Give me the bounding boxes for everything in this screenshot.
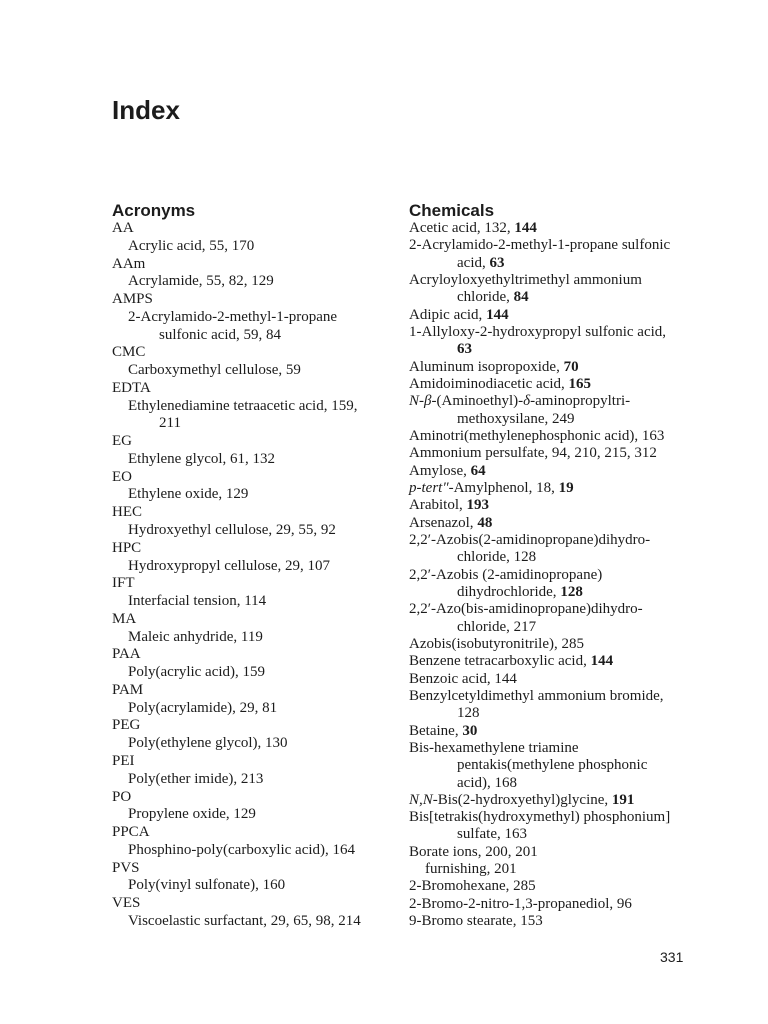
index-entry: 2-Bromo-2-nitro-1,3-propanediol, 96 xyxy=(409,895,632,912)
index-term: PAM xyxy=(112,681,144,698)
entry-text: Adipic acid, xyxy=(409,306,487,323)
entry-text: chloride, xyxy=(457,289,514,306)
entry-text: -Amylphenol, 18, xyxy=(448,479,559,496)
index-entry: 2,2′-Azobis(2-amidinopropane)dihydro- xyxy=(409,531,651,548)
index-entry xyxy=(409,515,709,532)
index-entry xyxy=(409,307,709,324)
entry-text: Benzene tetracarboxylic acid, xyxy=(409,653,591,670)
index-continuation: chloride, 128 xyxy=(457,549,537,566)
index-entry: Aminotri(methylenephosphonic acid), 163 xyxy=(409,427,665,444)
index-term: EO xyxy=(112,468,132,485)
index-subentry: Poly(ethylene glycol), 130 xyxy=(128,735,288,752)
index-term: AAm xyxy=(112,255,146,272)
index-entry xyxy=(409,792,709,809)
index-term: HPC xyxy=(112,539,142,556)
index-entry: 2,2′-Azo(bis-amidinopropane)dihydro- xyxy=(409,601,643,618)
index-entry xyxy=(409,480,709,497)
index-subentry: Phosphino-poly(carboxylic acid), 164 xyxy=(128,841,356,858)
index-term: PVS xyxy=(112,859,140,876)
chemicals-column xyxy=(409,201,709,930)
index-subentry: 2-Acrylamido-2-methyl-1-propane xyxy=(128,308,338,325)
index-entry: Azobis(isobutyronitrile), 285 xyxy=(409,635,584,652)
index-entry: Borate ions, 200, 201 xyxy=(409,843,538,860)
entry-text: Arabitol, xyxy=(409,497,467,514)
index-continuation xyxy=(409,255,709,272)
entry-text: -(Aminoethyl)- xyxy=(431,393,524,410)
index-term: EG xyxy=(112,433,132,450)
entry-text: Betaine, xyxy=(409,722,463,739)
index-subentry: Maleic anhydride, 119 xyxy=(128,628,263,645)
bold-page-reference: 84 xyxy=(513,289,529,306)
index-entry: Acryloyloxyethyltrimethyl ammonium xyxy=(409,271,642,288)
entry-text: -Bis(2-hydroxyethyl)glycine, xyxy=(432,791,612,808)
acronyms-list xyxy=(112,220,382,931)
index-subentry: Poly(acrylic acid), 159 xyxy=(128,664,266,681)
index-entry: 2-Bromohexane, 285 xyxy=(409,878,536,895)
entry-text: - xyxy=(419,393,425,410)
index-term: PO xyxy=(112,788,132,805)
bold-page-reference: 63 xyxy=(457,341,472,358)
index-entry xyxy=(409,653,709,670)
bold-page-reference: 191 xyxy=(611,791,635,808)
index-term: CMC xyxy=(112,344,146,361)
index-continuation: pentakis(methylene phosphonic xyxy=(457,757,648,774)
index-continuation: 211 xyxy=(159,415,181,432)
index-term: AMPS xyxy=(112,291,153,308)
index-entry: Bis-hexamethylene triamine xyxy=(409,739,579,756)
index-subentry: Ethylene glycol, 61, 132 xyxy=(128,450,276,467)
index-subentry: Acrylamide, 55, 82, 129 xyxy=(128,273,274,290)
index-continuation: acid), 168 xyxy=(457,774,517,791)
index-entry xyxy=(409,393,709,410)
index-subentry: furnishing, 201 xyxy=(425,861,517,878)
index-continuation xyxy=(409,341,709,358)
entry-text: acid, xyxy=(457,254,490,271)
bold-page-reference: 144 xyxy=(514,220,537,236)
bold-page-reference: 64 xyxy=(470,462,486,479)
index-term: EDTA xyxy=(112,379,151,396)
index-subentry: Interfacial tension, 114 xyxy=(128,593,267,610)
bold-page-reference: 30 xyxy=(462,722,478,739)
bold-page-reference: 193 xyxy=(466,497,489,514)
index-entry: Ammonium persulfate, 94, 210, 215, 312 xyxy=(409,445,657,462)
entry-text: dihydrochloride, xyxy=(457,583,561,600)
index-subentry: Ethylenediamine tetraacetic acid, 159, xyxy=(128,397,358,414)
index-term: MA xyxy=(112,610,137,627)
index-term: PEI xyxy=(112,752,135,769)
index-subentry: Propylene oxide, 129 xyxy=(128,806,256,823)
index-subentry: Poly(ether imide), 213 xyxy=(128,770,264,787)
entry-text: Amidoiminodiacetic acid, xyxy=(409,375,569,392)
index-subentry: Poly(vinyl sulfonate), 160 xyxy=(128,877,286,894)
entry-text: Arsenazol, xyxy=(409,514,478,531)
italic-text: δ xyxy=(523,393,531,410)
index-continuation: methoxysilane, 249 xyxy=(457,410,575,427)
index-entry xyxy=(409,497,709,514)
acronyms-column xyxy=(112,201,382,931)
index-term: AA xyxy=(112,220,134,236)
index-continuation xyxy=(409,584,709,601)
bold-page-reference: 48 xyxy=(477,514,493,531)
index-term: PPCA xyxy=(112,824,150,841)
index-term: VES xyxy=(112,895,141,912)
index-entry: 2,2′-Azobis (2-amidinopropane) xyxy=(409,566,603,583)
italic-text: p-tert″ xyxy=(409,479,449,496)
index-subentry: Viscoelastic surfactant, 29, 65, 98, 214 xyxy=(128,912,361,929)
index-entry: 9-Bromo stearate, 153 xyxy=(409,913,543,930)
entry-text: Acetic acid, 132, xyxy=(409,220,515,236)
index-subentry: Hydroxypropyl cellulose, 29, 107 xyxy=(128,557,331,574)
index-continuation: sulfate, 163 xyxy=(457,826,527,843)
italic-text: N xyxy=(409,393,420,410)
index-continuation: 128 xyxy=(457,705,480,722)
bold-page-reference: 165 xyxy=(568,375,592,392)
bold-page-reference: 144 xyxy=(590,653,614,670)
index-entry xyxy=(409,220,709,237)
index-term: PEG xyxy=(112,717,141,734)
index-continuation: sulfonic acid, 59, 84 xyxy=(159,326,282,343)
bold-page-reference: 128 xyxy=(560,583,583,600)
index-entry: Benzylcetyldimethyl ammonium bromide, xyxy=(409,687,664,704)
index-continuation xyxy=(409,289,709,306)
index-subentry: Acrylic acid, 55, 170 xyxy=(128,237,255,254)
index-subentry: Poly(acrylamide), 29, 81 xyxy=(128,699,278,716)
bold-page-reference: 144 xyxy=(486,306,509,323)
chemicals-list xyxy=(409,220,709,930)
bold-page-reference: 70 xyxy=(563,358,579,375)
index-continuation: chloride, 217 xyxy=(457,618,537,635)
index-subentry: Carboxymethyl cellulose, 59 xyxy=(128,362,301,379)
page-number: 331 xyxy=(660,949,684,965)
page-title: Index xyxy=(112,95,180,125)
index-entry: 2-Acrylamido-2-methyl-1-propane sulfonic xyxy=(409,237,671,254)
entry-text: -aminopropyltri- xyxy=(530,393,631,410)
bold-page-reference: 63 xyxy=(489,254,505,271)
index-term: HEC xyxy=(112,504,142,521)
index-entry xyxy=(409,359,709,376)
index-entry xyxy=(409,376,709,393)
index-subentry: Ethylene oxide, 129 xyxy=(128,486,249,503)
index-entry xyxy=(409,723,709,740)
index-entry: 1-Allyloxy-2-hydroxypropyl sulfonic acid, xyxy=(409,323,667,340)
index-term: PAA xyxy=(112,646,141,663)
entry-text: Aluminum isopropoxide, xyxy=(409,358,564,375)
italic-text: β xyxy=(424,393,432,410)
index-entry: Bis[tetrakis(hydroxymethyl) phosphonium] xyxy=(409,809,671,826)
index-entry xyxy=(409,463,709,480)
index-subentry: Hydroxyethyl cellulose, 29, 55, 92 xyxy=(128,522,336,539)
entry-text: Amylose, xyxy=(409,462,471,479)
index-entry: Benzoic acid, 144 xyxy=(409,670,517,687)
italic-text: N,N xyxy=(409,791,433,808)
section-heading-chemicals: Chemicals xyxy=(409,201,495,220)
section-heading-acronyms: Acronyms xyxy=(112,201,196,220)
index-term: IFT xyxy=(112,575,135,592)
bold-page-reference: 19 xyxy=(558,479,574,496)
